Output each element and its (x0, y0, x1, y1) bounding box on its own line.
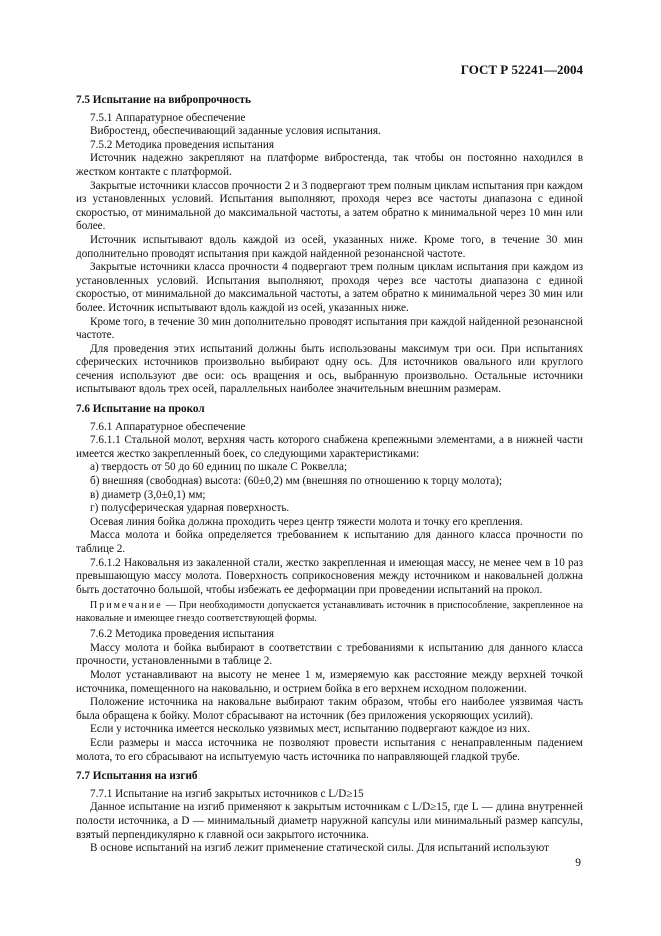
paragraph: Если размеры и масса источника не позволяют провести испытания с ненаправленным падением молота, то его сбрасывают на испытуемую часть источника по направляющей гладкой трубе. (76, 736, 583, 763)
paragraph: 7.7.1 Испытание на изгиб закрытых источников с L/D≥15 (90, 787, 364, 800)
paragraph: Источник испытывают вдоль каждой из осей, указанных ниже. Кроме того, в течение 30 мин дополнительно проводят испытания при каждой найденной резонансной частоте. (76, 233, 583, 260)
paragraph: Массу молота и бойка выбирают в соответствии с требованиями к испытанию для данного класса прочности, установленными в таблице 2. (76, 641, 583, 668)
paragraph: 7.5.2 Методика проведения испытания (90, 138, 275, 151)
paragraph: Осевая линия бойка должна проходить через центр тяжести молота и точку его крепления. (90, 515, 523, 528)
paragraph: В основе испытаний на изгиб лежит применение статической силы. Для испытаний используют (90, 842, 549, 855)
paragraph: 7.6.1.2 Наковальня из закаленной стали, жестко закрепленная и имеющая массу, не менее чем в 10 раз превышающую массу молота. Поверхность соприкосновения между источником и наковальней должна быть достаточно большой, чтобы избежать ее деформации при проведении испытаний на прокол. (76, 556, 583, 596)
paragraph: Кроме того, в течение 30 мин дополнительно проводят испытания при каждой найденной резонансной частоте. (76, 315, 583, 342)
paragraph: Источник надежно закрепляют на платформе вибростенда, так чтобы он постоянно находился в жестком контакте с платформой. (76, 152, 583, 178)
paragraph: Данное испытание на изгиб применяют к закрытым источникам с L/D≥15, где L — длина внутренней полости источника, а D — минимальный диаметр наружной капсулы или минимальный размер капсулы, взятый перпендикулярно к главной оси закрытого источника. (76, 801, 583, 841)
paragraph: Закрытые источники классов прочности 2 и 3 подвергают трем полным циклам испытания при каждом из установленных условий. Испытания выполняют, проходя через все частоты диапазона с единой скоростью, от минимальной до максимальной частоты, а затем обратно к минимальной через 10 мин или более. (76, 179, 583, 233)
list-item: г) полусферическая ударная поверхность. (90, 502, 290, 515)
section-heading: 7.7 Испытания на изгиб (76, 770, 198, 783)
list-item: а) твердость от 50 до 60 единиц по шкале С Роквелла; (90, 461, 348, 474)
section-heading: 7.6 Испытание на прокол (76, 403, 205, 416)
note-paragraph (76, 600, 583, 625)
paragraph: 7.6.2 Методика проведения испытания (90, 628, 275, 641)
paragraph: Молот устанавливают на высоту не менее 1 м, измеряемую как расстояние между верхней точкой источника, помещенного на наковальню, и острием бойка в его верхнем исходном положении. (76, 668, 583, 695)
list-item: б) внешняя (свободная) высота: (60±0,2) мм (внешняя по отношению к торцу молота); (90, 475, 503, 488)
paragraph: 7.6.1 Аппаратурное обеспечение (90, 420, 246, 433)
paragraph: Масса молота и бойка определяется требованием к испытанию для данного класса прочности по таблице 2. (76, 529, 583, 555)
document-body (76, 94, 583, 856)
note-label: Примечание (90, 600, 163, 612)
paragraph: Положение источника на наковальне выбирают таким образом, чтобы его наиболее уязвимая часть была обращена к бойку. Молот сбрасывают на источник (без приложения ускоряющих усилий). (76, 696, 583, 722)
paragraph: 7.6.1.1 Стальной молот, верхняя часть которого снабжена крепежными элементами, а в нижней части имеется жестко закрепленный боек, со следующими характеристиками: (76, 434, 583, 460)
page-number: 9 (575, 857, 581, 869)
paragraph: Вибростенд, обеспечивающий заданные условия испытания. (90, 125, 381, 138)
standard-header: ГОСТ Р 52241—2004 (460, 62, 583, 77)
paragraph: Для проведения этих испытаний должны быть использованы максимум три оси. При испытаниях сферических источников произвольно выбирают одну ось. Для источников овального или круглого сечения используют две оси: ось вращения и ось, выбранную произвольно. Остальные источники испытывают вдоль трех осей, параллельных наиболее значительным внешним размерам. (76, 342, 583, 396)
note-text: — При необходимости допускается устанавливать источник в приспособление, закрепленное на наковальне и имеющее гнездо соответствующей формы. (76, 600, 583, 624)
paragraph: Закрытые источники класса прочности 4 подвергают трем полным циклам испытания при каждом из установленных условий. Испытания выполняют, проходя через все частоты диапазона с единой скоростью, от минимальной до максимальной частоты, а затем обратно к минимальной через 30 мин или более. Источник испытывают вдоль каждой из осей, указанных ниже. (76, 261, 583, 314)
paragraph: Если у источника имеется несколько уязвимых мест, испытанию подвергают каждое из них. (90, 723, 531, 736)
list-item: в) диаметр (3,0±0,1) мм; (90, 488, 206, 501)
section-heading: 7.5 Испытание на вибропрочность (76, 94, 251, 106)
paragraph: 7.5.1 Аппаратурное обеспечение (90, 111, 246, 124)
